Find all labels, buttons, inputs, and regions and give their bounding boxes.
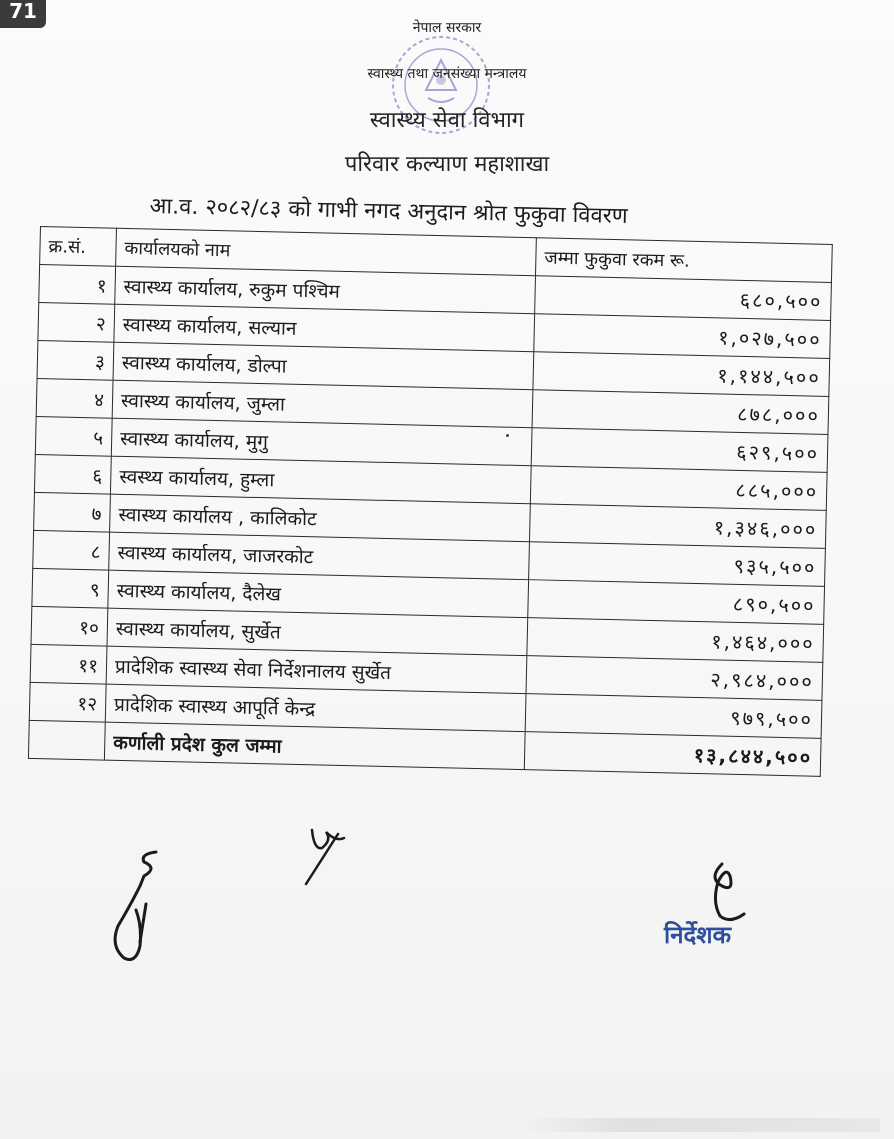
ink-dot [506, 434, 509, 437]
row-office: स्वास्थ्य कार्यालय , कालिकोट [110, 494, 531, 542]
row-office: स्वास्थ्य कार्यालय, दैलेख [108, 570, 529, 618]
row-office: स्वास्थ्य कार्यालय, सुर्खेत [107, 608, 528, 656]
row-amount: ८९०,५०० [528, 580, 825, 625]
row-office: स्वास्थ्य कार्यालय, जुम्ला [112, 380, 533, 428]
row-sn: ३ [37, 340, 114, 380]
row-amount: ९३५,५०० [529, 542, 826, 587]
row-sn: २ [38, 302, 115, 342]
corner-tab: 71 [0, 0, 46, 28]
row-office: स्वास्थ्य कार्यालय, रुकुम पश्चिम [115, 266, 536, 314]
row-amount: १,१४४,५०० [533, 352, 830, 397]
signature-left-icon [100, 846, 210, 966]
scan-smudge [520, 1118, 880, 1132]
row-amount: ८७८,००० [532, 390, 829, 435]
row-sn: १० [31, 606, 108, 646]
row-office: स्वास्थ्य कार्यालय, मुगु [111, 418, 532, 466]
row-amount: २,९८४,००० [526, 656, 823, 701]
row-amount: ९७९,५०० [525, 694, 822, 739]
row-sn: ८ [33, 530, 110, 570]
header-sn: क्र.सं. [40, 227, 117, 267]
director-stamp: निर्देशक [664, 921, 732, 949]
row-amount: १,०२७,५०० [534, 314, 831, 359]
row-amount: १,४६४,००० [527, 618, 824, 663]
row-sn: १ [39, 265, 116, 305]
fund-release-table [28, 226, 833, 777]
row-sn: ५ [35, 416, 112, 456]
department-heading: स्वास्थ्य सेवा विभाग [369, 108, 525, 133]
row-sn: ६ [34, 454, 111, 494]
ministry-heading: स्वास्थ्य तथा जनसंख्या मन्त्रालय [367, 66, 527, 82]
row-sn: ११ [30, 644, 107, 684]
row-amount: ६२९,५०० [531, 428, 828, 473]
signature-initial-icon [292, 820, 362, 890]
header-office: कार्यालयको नाम [116, 228, 537, 276]
header-amount: जम्मा फुकुवा रकम रू. [535, 238, 832, 283]
row-amount: ६८०,५०० [535, 276, 832, 321]
row-sn: ७ [34, 492, 111, 532]
row-sn: ९ [32, 568, 109, 608]
row-amount: ८८५,००० [530, 466, 827, 511]
row-amount: १,३४६,००० [529, 504, 826, 549]
row-office: स्वास्थ्य कार्यालय, डोल्पा [113, 342, 534, 390]
row-office: प्रादेशिक स्वास्थ्य सेवा निर्देशनालय सुर्खेत [106, 646, 527, 694]
section-heading: परिवार कल्याण महाशाखा [344, 152, 550, 177]
total-sn-cell [28, 720, 105, 760]
government-heading: नेपाल सरकार [412, 20, 482, 36]
release-table-wrapper [28, 226, 832, 777]
document-title: आ.व. २०८२/८३ को गाभी नगद अनुदान श्रोत फुकुवा विवरण [149, 193, 628, 230]
row-office: स्वास्थ्य कार्यालय, सल्यान [114, 304, 535, 352]
row-office: स्वस्थ्य कार्यालय, हुम्ला [110, 456, 531, 504]
row-office: प्रादेशिक स्वास्थ्य आपूर्ति केन्द्र [105, 684, 526, 732]
total-amount: १३,८४४,५०० [524, 732, 821, 777]
row-office: स्वास्थ्य कार्यालय, जाजरकोट [109, 532, 530, 580]
row-sn: ४ [36, 378, 113, 418]
total-label: कर्णाली प्रदेश कुल जम्मा [104, 722, 525, 770]
row-sn: १२ [29, 682, 106, 722]
